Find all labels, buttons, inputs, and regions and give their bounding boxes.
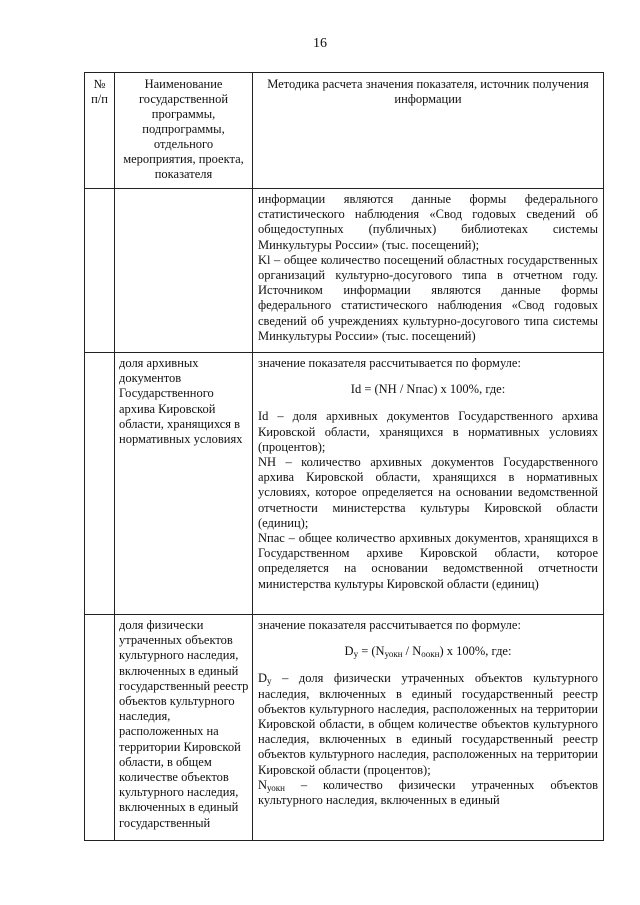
formula-n2-sub: оокн xyxy=(421,649,440,660)
row1-method-p1: информации являются данные формы федерального статистического наблюдения «Свод годовых сведений об общедоступных (публичных) библиотеках системы Минкультуры России» (тыс. посещений); xyxy=(258,192,598,252)
table-header-row xyxy=(85,73,604,189)
row1-method-p2: Kl – общее количество посещений областных государственных организаций культурно-досугового типа в отчетном году. Источником информации являются данные формы федерального статистического наблюдения «Свод годовых сведений об учреждениях культурно-досугового типа системы Минкультуры России» (тыс. посещений) xyxy=(258,252,598,343)
row1-num xyxy=(85,189,115,353)
formula-d: D xyxy=(344,644,354,659)
row3-method xyxy=(253,615,604,841)
row2-def-nh: NH – количество архивных документов Государственного архива Кировской области, хранящихся в нормативных условиях, которое определяется на основании ведомственной отчетности министерства культуры Кировской области (единиц); xyxy=(258,455,598,530)
row2-intro: значение показателя рассчитывается по формуле: xyxy=(258,356,521,370)
header-method: Методика расчета значения показателя, источник получения информации xyxy=(253,73,604,189)
header-name: Наименование государственной программы, подпрограммы, отдельного мероприятия, проекта, показателя xyxy=(115,73,253,189)
row2-method xyxy=(253,353,604,615)
formula-d-sub: y xyxy=(353,649,359,660)
table-row xyxy=(85,615,604,841)
indicators-table xyxy=(84,72,604,841)
table-row xyxy=(85,353,604,615)
row3-name: доля физически утраченных объектов культурного наследия, включенных в единый государственный реестр объектов культурного наследия, расположенных на территории Кировской области, в общем количестве объектов культурного наследия, включенных в единый государственный xyxy=(115,615,253,841)
def1-symbol: D xyxy=(258,671,268,686)
row1-method xyxy=(253,189,604,353)
row2-num xyxy=(85,353,115,615)
row3-num xyxy=(85,615,115,841)
page-number: 16 xyxy=(313,36,327,51)
table-row xyxy=(85,189,604,353)
header-num: № п/п xyxy=(85,73,115,189)
row2-formula: Id = (NH / Nпас) x 100%, где: xyxy=(350,382,506,397)
row2-def-npas: Nпас – общее количество архивных документов, хранящихся в Государственном архиве Кировской области, которое определяется на основании ведомственной отчетности министерства культуры Кировской области (единиц) xyxy=(258,531,598,591)
def1-sub: y xyxy=(267,676,272,687)
formula-n1-sub: уокн xyxy=(384,649,403,660)
row3-def-nuokn xyxy=(258,778,598,808)
row1-name xyxy=(115,189,253,353)
row3-intro: значение показателя рассчитывается по формуле: xyxy=(258,618,521,632)
row3-def-dy xyxy=(258,671,598,777)
formula-tail: ) x 100%, где: xyxy=(439,644,512,659)
def2-text: – количество физически утраченных объектов культурного наследия, включенных в единый xyxy=(258,777,598,808)
row2-def-id: Id – доля архивных документов Государственного архива Кировской области, хранящихся в нормативных условиях (процентов); xyxy=(258,409,598,454)
formula-slash: / N xyxy=(402,644,422,659)
row3-formula xyxy=(258,644,598,659)
formula-middle: = (N xyxy=(358,644,385,659)
row2-name: доля архивных документов Государственного архива Кировской области, хранящихся в нормативных условиях xyxy=(115,353,253,615)
def2-symbol: N xyxy=(258,777,268,792)
def1-text: – доля физически утраченных объектов культурного наследия, включенных в единый государственный реестр объектов культурного наследия, расположенных на территории Кировской области, в общем количестве объектов культурного наследия, включенных в единый государственный реестр объектов культурного наследия, расположенных на территории Кировской области (процентов); xyxy=(258,671,598,777)
def2-sub: уокн xyxy=(267,782,285,793)
